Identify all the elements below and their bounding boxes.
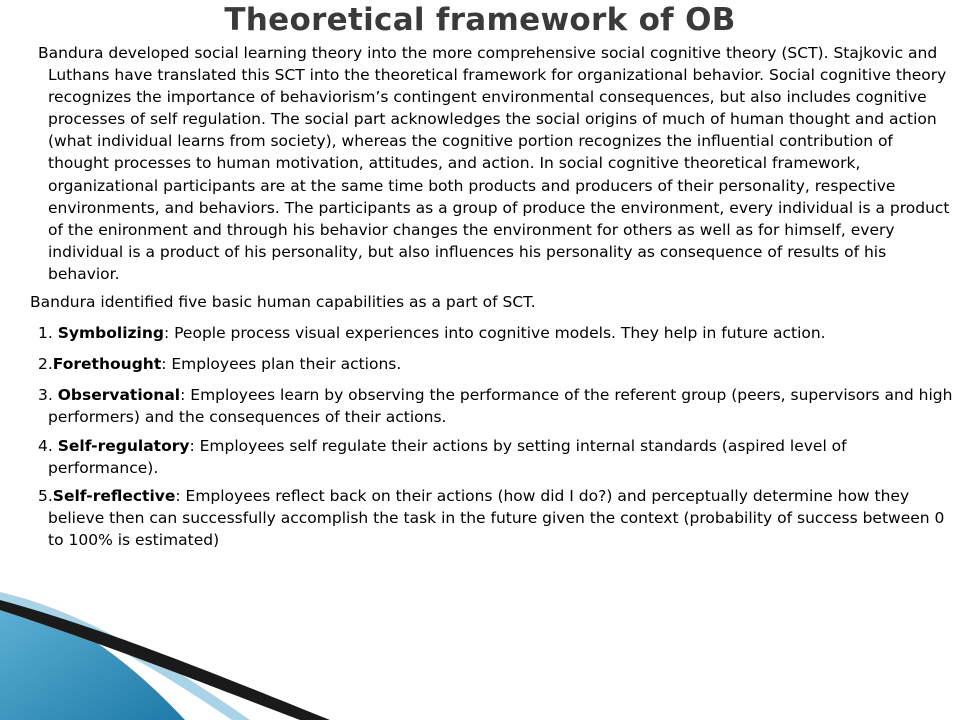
capability-text: : People process visual experiences into cognitive models. They help in future action. [163,324,826,343]
slide-title: Theoretical framework of OB [224,2,736,38]
capability-label: Symbolizing [57,324,164,343]
capability-number: 1. [38,324,58,343]
capability-label: Self-reflective [52,486,176,505]
capability-number: 5. [38,486,53,505]
capability-item-self-regulatory [30,435,955,479]
capability-label: Observational [57,386,181,405]
capability-item-observational [30,384,955,428]
capability-label: Self-regulatory [57,436,190,455]
capability-text: : Employees learn by observing the performance of the referent group (peers, supervisors and high performers) and the consequences of their actions. [48,386,953,427]
capability-text: : Employees reflect back on their actions (how did I do?) and perceptually determine how they believe then can successfully accomplish the task in the future given the context (probability of success between 0 to 100% is estimated) [48,486,945,549]
capability-item-forethought [30,353,955,375]
capability-text: : Employees plan their actions. [161,355,402,374]
capability-item-symbolizing [30,322,955,344]
capabilities-heading: Bandura identified five basic human capabilities as a part of SCT. [30,293,536,312]
capability-label: Forethought [52,355,162,374]
capability-number: 4. [38,436,58,455]
capability-item-self-reflective [30,485,955,551]
decorative-wave-graphic [0,580,400,720]
capability-text: : Employees self regulate their actions by setting internal standards (aspired level of performance). [48,436,847,477]
slide-body [30,42,955,557]
capability-number: 2. [38,355,53,374]
intro-paragraph: Bandura developed social learning theory into the more comprehensive social cognitive theory (SCT). Stajkovic and Luthans have translated this SCT into the theoretical framework for organizational behavior. Social cognitive theory recognizes the importance of behaviorism’s contingent environmental consequences, but also includes cognitive processes of self regulation. The social part acknowledges the social origins of much of human thought and action (what individual learns from society), whereas the cognitive portion recognizes the influential contribution of thought processes to human motivation, attitudes, and action. In social cognitive theoretical framework, organizational participants are at the same time both products and producers of their personality, respective environments, and behaviors. The participants as a group of produce the environment, every individual is a product of the enironment and through his behavior changes the environment for others as well as for himself, every individual is a product of his personality, but also influences his personality as consequence of results of his behavior. [38,44,950,283]
capability-number: 3. [38,386,58,405]
